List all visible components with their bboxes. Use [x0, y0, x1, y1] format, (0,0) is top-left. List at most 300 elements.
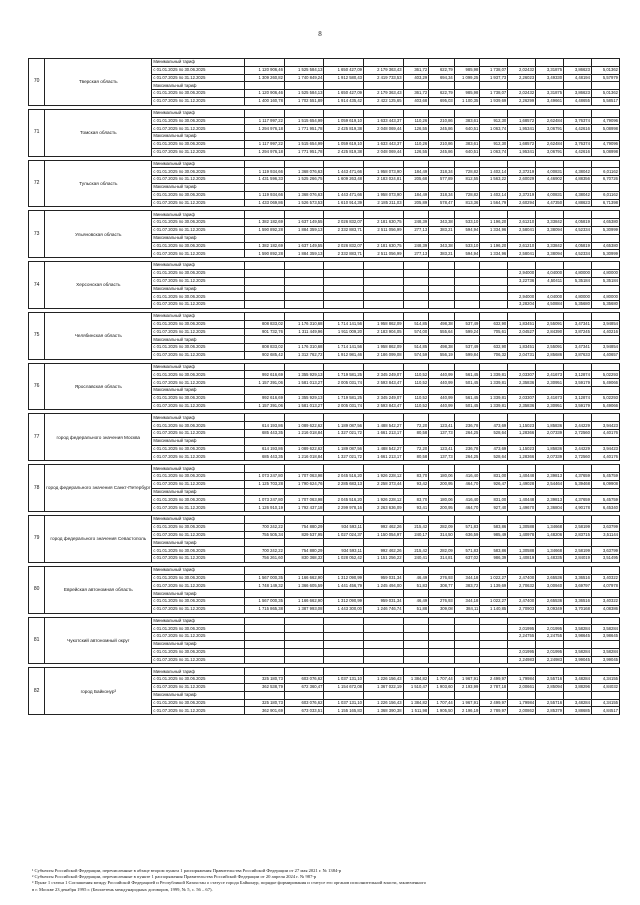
tariff-cell — [324, 414, 364, 422]
tariff-cell: 2,03307 — [508, 394, 536, 402]
tariff-cell: 2,70903 — [508, 605, 536, 613]
tariff-cell — [284, 363, 324, 371]
tariff-cell — [245, 465, 285, 473]
tariff-cell — [536, 566, 564, 574]
tariff-cell: 1 914 435,42 — [324, 97, 364, 105]
tariff-cell — [364, 285, 404, 293]
tariff-cell: 831,00 — [480, 496, 508, 504]
tariff-cell: 1 488 542,27 — [364, 445, 404, 453]
tariff-cell: 72,20 — [403, 445, 429, 453]
tariff-cell: 1 958 073,90 — [364, 191, 404, 199]
tariff-cell: 2 196,19 — [454, 707, 480, 715]
tariff-cell: 4,88623 — [564, 199, 592, 207]
tariff-cell — [536, 363, 564, 371]
tariff-cell — [480, 160, 508, 168]
tariff-cell: 1 384,82 — [403, 676, 429, 684]
tariff-cell — [429, 336, 455, 344]
tariff-cell: 2,24983 — [536, 656, 564, 664]
tariff-cell: 808 833,02 — [245, 344, 285, 352]
tariff-cell: 4,50884 — [536, 301, 564, 309]
tariff-cell: 403,68 — [403, 97, 429, 105]
tariff-cell: 2,03307 — [508, 371, 536, 379]
tariff-cell — [245, 656, 285, 664]
period-label: с 01.01.2025 по 30.06.2025 — [152, 648, 245, 656]
tariff-cell — [508, 516, 536, 524]
tariff-cell: 5,30999 — [591, 250, 619, 258]
tariff-cell: 4,47350 — [536, 199, 564, 207]
tariff-cell — [564, 516, 592, 524]
period-label: с 01.01.2025 по 30.06.2025 — [152, 422, 245, 430]
tariff-cell: 622,79 — [429, 90, 455, 98]
tariff-cell: 594,94 — [454, 226, 480, 234]
tariff-cell: 3,22736 — [508, 277, 536, 285]
tariff-cell — [480, 625, 508, 633]
period-label: Максимальный тариф — [152, 691, 245, 699]
tariff-cell — [480, 183, 508, 191]
tariff-cell: 276,93 — [429, 574, 455, 582]
tariff-cell: 3,98645 — [591, 633, 619, 641]
tariff-cell: 1 771 951,78 — [284, 125, 324, 133]
tariff-cell: 5,01362 — [591, 90, 619, 98]
tariff-cell — [364, 301, 404, 309]
tariff-cell: 2,26023 — [508, 74, 536, 82]
tariff-cell: 1 740 849,24 — [284, 74, 324, 82]
region-number: 81 — [29, 617, 45, 664]
tariff-cell — [364, 539, 404, 547]
tariff-cell: 3,31875 — [536, 90, 564, 98]
tariff-cell: 1 525 584,13 — [284, 90, 324, 98]
tariff-cell — [403, 363, 429, 371]
period-label: Минимальный тариф — [152, 414, 245, 422]
tariff-cell: 2,65536 — [536, 574, 564, 582]
tariff-cell: 1 063,74 — [480, 148, 508, 156]
period-label: с 01.01.2025 по 30.06.2025 — [152, 269, 245, 277]
tariff-cell: 2,47400 — [508, 598, 536, 606]
tariff-cell: 603 076,62 — [284, 676, 324, 684]
tariff-cell: 2,84019 — [564, 555, 592, 563]
tariff-cell: 80,58 — [403, 453, 429, 461]
tariff-cell — [324, 211, 364, 219]
tariff-cell: 528,64 — [480, 453, 508, 461]
tariff-cell: 2 345 249,07 — [364, 371, 404, 379]
tariff-cell: 583,86 — [480, 547, 508, 555]
tariff-cell: 1,34668 — [536, 547, 564, 555]
tariff-cell — [284, 109, 324, 117]
region-name: Челябинская область — [45, 312, 152, 359]
tariff-cell: 985,98 — [454, 90, 480, 98]
tariff-cell: 3,94854 — [591, 320, 619, 328]
tariff-cell — [324, 566, 364, 574]
tariff-cell: 1 384,82 — [403, 699, 429, 707]
tariff-cell: 2,30951 — [536, 402, 564, 410]
tariff-cell: 4,48194 — [564, 74, 592, 82]
tariff-cell: 3,12874 — [564, 394, 592, 402]
tariff-cell: 3,76374 — [564, 140, 592, 148]
tariff-cell: 706,32 — [480, 351, 508, 359]
tariff-cell: 3,00940 — [536, 582, 564, 590]
tariff-cell — [324, 277, 364, 285]
tariff-cell — [480, 363, 508, 371]
period-label: Максимальный тариф — [152, 133, 245, 141]
tariff-cell: 561,45 — [454, 371, 480, 379]
tariff-cell: 622,79 — [429, 66, 455, 74]
tariff-cell — [324, 437, 364, 445]
tariff-cell — [591, 211, 619, 219]
tariff-cell — [564, 109, 592, 117]
tariff-cell: 362 901,69 — [245, 707, 285, 715]
tariff-cell — [591, 617, 619, 625]
tariff-cell: 2 048 069,44 — [364, 125, 404, 133]
tariff-cell: 1 958 862,09 — [364, 344, 404, 352]
tariff-cell — [364, 656, 404, 664]
tariff-cell: 4,80000 — [564, 269, 592, 277]
tariff-cell — [508, 160, 536, 168]
tariff-cell: 637,02 — [454, 555, 480, 563]
tariff-cell: 4,37659 — [564, 496, 592, 504]
tariff-cell: 1 117 997,22 — [245, 117, 285, 125]
tariff-cell: 4,04000 — [536, 269, 564, 277]
tariff-cell: 2 185 211,03 — [364, 199, 404, 207]
tariff-cell — [284, 262, 324, 270]
tariff-cell: 4,34155 — [591, 699, 619, 707]
tariff-cell: 361,72 — [403, 90, 429, 98]
tariff-cell — [403, 656, 429, 664]
tariff-cell: 473,69 — [480, 445, 508, 453]
region-name: Ярославская область — [45, 363, 152, 410]
tariff-cell — [403, 59, 429, 67]
tariff-cell: 1 368 390,38 — [364, 707, 404, 715]
tariff-cell: 3,33842 — [536, 219, 564, 227]
tariff-cell: 959 031,34 — [364, 574, 404, 582]
tariff-cell: 2,94000 — [508, 293, 536, 301]
tariff-cell — [536, 414, 564, 422]
period-label: с 01.07.2025 по 31.12.2025 — [152, 656, 245, 664]
tariff-cell: 51,88 — [403, 605, 429, 613]
tariff-cell — [508, 488, 536, 496]
tariff-cell — [536, 234, 564, 242]
tariff-cell — [284, 312, 324, 320]
period-label: с 01.01.2025 по 30.06.2025 — [152, 496, 245, 504]
tariff-cell: 1 063,74 — [480, 125, 508, 133]
period-label: с 01.07.2025 по 31.12.2025 — [152, 582, 245, 590]
region-name: Тульская область — [45, 160, 152, 207]
tariff-cell — [284, 183, 324, 191]
period-label: Максимальный тариф — [152, 82, 245, 90]
tariff-cell: 46,49 — [403, 574, 429, 582]
period-label: с 01.01.2025 по 30.06.2025 — [152, 547, 245, 555]
tariff-cell: 180,06 — [429, 496, 455, 504]
tariff-cell: 1 294 976,18 — [245, 148, 285, 156]
tariff-cell: 1 400 160,78 — [245, 97, 285, 105]
tariff-cell — [480, 437, 508, 445]
tariff-cell — [429, 566, 455, 574]
tariff-cell: 1 189 087,56 — [324, 445, 364, 453]
tariff-cell: 2,01995 — [536, 625, 564, 633]
tariff-cell — [324, 133, 364, 141]
tariff-cell: 812,55 — [454, 176, 480, 184]
tariff-cell — [564, 566, 592, 574]
tariff-cell: 3,58284 — [564, 625, 592, 633]
tariff-cell — [508, 59, 536, 67]
tariff-cell — [403, 516, 429, 524]
table-row — [29, 566, 620, 574]
tariff-cell — [564, 183, 592, 191]
tariff-cell: 110,52 — [403, 371, 429, 379]
tariff-cell: 5,49066 — [591, 402, 619, 410]
tariff-cell: 2 179 363,43 — [364, 66, 404, 74]
tariff-cell: 6,71398 — [591, 199, 619, 207]
tariff-cell: 3,88296 — [564, 683, 592, 691]
tariff-cell — [480, 414, 508, 422]
tariff-cell: 2,01995 — [508, 648, 536, 656]
tariff-cell: 5,02293 — [591, 371, 619, 379]
tariff-cell — [508, 465, 536, 473]
tariff-cell — [403, 648, 429, 656]
tariff-cell: 2 425 819,38 — [324, 148, 364, 156]
tariff-cell: 5,45759 — [591, 496, 619, 504]
tariff-cell — [454, 285, 480, 293]
tariff-cell — [324, 691, 364, 699]
region-name: город федерального значения Санкт-Петербург — [45, 465, 152, 512]
tariff-cell: 277,13 — [403, 250, 429, 258]
tariff-cell — [429, 590, 455, 598]
tariff-cell — [284, 437, 324, 445]
tariff-cell — [454, 133, 480, 141]
tariff-cell — [429, 59, 455, 67]
tariff-cell — [245, 539, 285, 547]
tariff-cell: 384,11 — [454, 605, 480, 613]
tariff-cell: 1 707 063,98 — [284, 496, 324, 504]
tariff-cell: 2,55716 — [536, 676, 564, 684]
tariff-cell: 533,10 — [454, 242, 480, 250]
tariff-cell — [284, 387, 324, 395]
tariff-cell: 1,68572 — [508, 140, 536, 148]
period-label: Максимальный тариф — [152, 285, 245, 293]
tariff-cell: 1 100,35 — [454, 97, 480, 105]
tariff-cell: 1 590 892,28 — [245, 226, 285, 234]
tariff-cell — [564, 312, 592, 320]
tariff-cell: 2,83715 — [564, 531, 592, 539]
tariff-cell — [480, 566, 508, 574]
tariff-cell: 1 903,60 — [429, 683, 455, 691]
tariff-cell — [284, 82, 324, 90]
period-label: Максимальный тариф — [152, 183, 245, 191]
period-label: с 01.01.2025 по 30.06.2025 — [152, 676, 245, 684]
tariff-cell: 1 226 156,43 — [364, 699, 404, 707]
tariff-cell: 309,08 — [429, 605, 455, 613]
tariff-cell: 282,09 — [429, 523, 455, 531]
tariff-cell: 3,76374 — [564, 117, 592, 125]
tariff-cell — [403, 336, 429, 344]
tariff-cell: 1 515 654,99 — [284, 140, 324, 148]
tariff-cell: 1 311 449,96 — [284, 328, 324, 336]
tariff-cell: 277,13 — [403, 226, 429, 234]
tariff-cell — [591, 109, 619, 117]
tariff-cell: 5,39468 — [564, 480, 592, 488]
tariff-cell: 1 334,96 — [480, 250, 508, 258]
tariff-cell: 1 216 018,84 — [284, 453, 324, 461]
tariff-cell: 2,24755 — [508, 633, 536, 641]
tariff-cell: 83,70 — [403, 496, 429, 504]
tariff-cell: 4,84032 — [591, 683, 619, 691]
tariff-cell: 240,17 — [403, 531, 429, 539]
tariff-cell — [364, 109, 404, 117]
tariff-cell: 3,38094 — [536, 250, 564, 258]
tariff-table — [28, 58, 620, 715]
tariff-cell: 3,58284 — [564, 648, 592, 656]
tariff-cell — [591, 183, 619, 191]
tariff-cell: 5,02293 — [591, 394, 619, 402]
tariff-cell: 1 510,47 — [403, 683, 429, 691]
tariff-cell — [245, 668, 285, 676]
tariff-cell: 4,08386 — [591, 605, 619, 613]
tariff-cell: 3,06791 — [536, 125, 564, 133]
tariff-cell — [454, 363, 480, 371]
period-label: с 01.07.2025 по 31.12.2025 — [152, 402, 245, 410]
tariff-cell — [245, 133, 285, 141]
region-number: 74 — [29, 262, 45, 309]
tariff-cell — [324, 633, 364, 641]
tariff-cell: 1 714 141,56 — [324, 320, 364, 328]
tariff-cell: 4,05819 — [564, 219, 592, 227]
tariff-cell: 314,81 — [429, 555, 455, 563]
tariff-cell: 4,79096 — [591, 117, 619, 125]
tariff-cell: 2,36804 — [536, 504, 564, 512]
table-row — [29, 516, 620, 524]
tariff-cell: 1 719 581,25 — [324, 371, 364, 379]
tariff-cell — [403, 262, 429, 270]
tariff-cell — [284, 301, 324, 309]
tariff-cell: 2,60029 — [508, 176, 536, 184]
tariff-cell: 4,40176 — [591, 453, 619, 461]
table-row — [29, 211, 620, 219]
tariff-cell: 1 176 310,68 — [284, 344, 324, 352]
tariff-cell — [324, 617, 364, 625]
table-row — [29, 465, 620, 473]
tariff-cell — [324, 183, 364, 191]
tariff-cell: 2 183 904,05 — [364, 328, 404, 336]
tariff-cell: 4,34155 — [591, 676, 619, 684]
tariff-cell: 700 242,22 — [245, 547, 285, 555]
tariff-cell: 1 609 263,48 — [324, 176, 364, 184]
tariff-cell: 2,35836 — [508, 402, 536, 410]
tariff-cell: 6,45340 — [591, 504, 619, 512]
tariff-cell: 2,94000 — [508, 269, 536, 277]
tariff-cell: 3,36516 — [564, 598, 592, 606]
region-name: город федерального значения Москва — [45, 414, 152, 461]
tariff-cell: 2,07339 — [536, 453, 564, 461]
tariff-cell: 1 610 914,39 — [324, 199, 364, 207]
tariff-cell — [508, 437, 536, 445]
tariff-cell: 1 139,69 — [480, 582, 508, 590]
tariff-cell: 464,70 — [454, 480, 480, 488]
tariff-cell — [284, 465, 324, 473]
tariff-cell — [536, 285, 564, 293]
tariff-cell: 93,42 — [403, 480, 429, 488]
table-row — [29, 414, 620, 422]
tariff-cell: 1 294 976,18 — [245, 125, 285, 133]
period-label: Минимальный тариф — [152, 160, 245, 168]
tariff-cell: 934 593,11 — [324, 523, 364, 531]
tariff-cell: 245,86 — [429, 125, 455, 133]
tariff-cell — [536, 465, 564, 473]
tariff-cell: 2,85686 — [536, 351, 564, 359]
tariff-cell: 902 685,42 — [245, 351, 285, 359]
tariff-cell: 184,49 — [403, 191, 429, 199]
tariff-cell — [480, 234, 508, 242]
tariff-cell: 1 790 624,76 — [284, 480, 324, 488]
period-label: с 01.07.2025 по 31.12.2025 — [152, 707, 245, 715]
region-name: Ульяновская область — [45, 211, 152, 258]
tariff-cell: 1 189 087,56 — [324, 422, 364, 430]
tariff-cell — [536, 516, 564, 524]
tariff-cell: 1 367 022,19 — [364, 683, 404, 691]
tariff-cell: 2 299 978,16 — [324, 504, 364, 512]
tariff-cell — [480, 633, 508, 641]
tariff-cell — [403, 633, 429, 641]
tariff-cell — [245, 82, 285, 90]
tariff-cell — [536, 336, 564, 344]
tariff-cell — [536, 262, 564, 270]
tariff-cell: 901 732,76 — [245, 328, 285, 336]
period-label: с 01.07.2025 по 31.12.2025 — [152, 97, 245, 105]
tariff-cell — [454, 640, 480, 648]
tariff-cell — [429, 516, 455, 524]
tariff-cell — [454, 211, 480, 219]
tariff-cell: 2,84390 — [536, 328, 564, 336]
tariff-cell — [245, 648, 285, 656]
tariff-cell: 362 538,79 — [245, 683, 285, 691]
tariff-cell: 110,26 — [403, 117, 429, 125]
period-label: с 01.01.2025 по 30.06.2025 — [152, 242, 245, 250]
tariff-cell: 992 616,69 — [245, 394, 285, 402]
tariff-cell: 5,35184 — [564, 277, 592, 285]
tariff-cell: 1 216 018,84 — [284, 430, 324, 438]
tariff-cell: 2 179 363,43 — [364, 90, 404, 98]
tariff-cell — [508, 234, 536, 242]
tariff-cell — [245, 387, 285, 395]
tariff-cell — [536, 133, 564, 141]
tariff-cell — [364, 277, 404, 285]
tariff-cell — [454, 625, 480, 633]
tariff-cell: 1 089 622,62 — [284, 445, 324, 453]
tariff-cell — [508, 566, 536, 574]
tariff-cell — [454, 414, 480, 422]
tariff-cell — [403, 539, 429, 547]
tariff-cell: 1 366 605,59 — [284, 582, 324, 590]
tariff-cell — [480, 640, 508, 648]
tariff-cell — [403, 617, 429, 625]
tariff-cell: 264,25 — [454, 453, 480, 461]
tariff-cell: 754 880,29 — [284, 547, 324, 555]
tariff-cell: 1 339,81 — [480, 379, 508, 387]
tariff-cell: 831,00 — [480, 473, 508, 481]
tariff-cell: 985,49 — [480, 531, 508, 539]
tariff-cell: 2 005 031,74 — [324, 402, 364, 410]
tariff-cell — [454, 109, 480, 117]
tariff-cell: 2 499,97 — [480, 699, 508, 707]
tariff-cell: 927,40 — [480, 504, 508, 512]
tariff-cell — [429, 285, 455, 293]
tariff-cell: 440,99 — [429, 402, 455, 410]
tariff-cell: 4,40176 — [591, 430, 619, 438]
tariff-cell: 200,95 — [429, 504, 455, 512]
tariff-cell: 2 005 031,74 — [324, 379, 364, 387]
tariff-cell: 2,00661 — [508, 683, 536, 691]
tariff-cell: 1 563,22 — [480, 176, 508, 184]
tariff-cell — [403, 82, 429, 90]
period-label: с 01.07.2025 по 31.12.2025 — [152, 199, 245, 207]
